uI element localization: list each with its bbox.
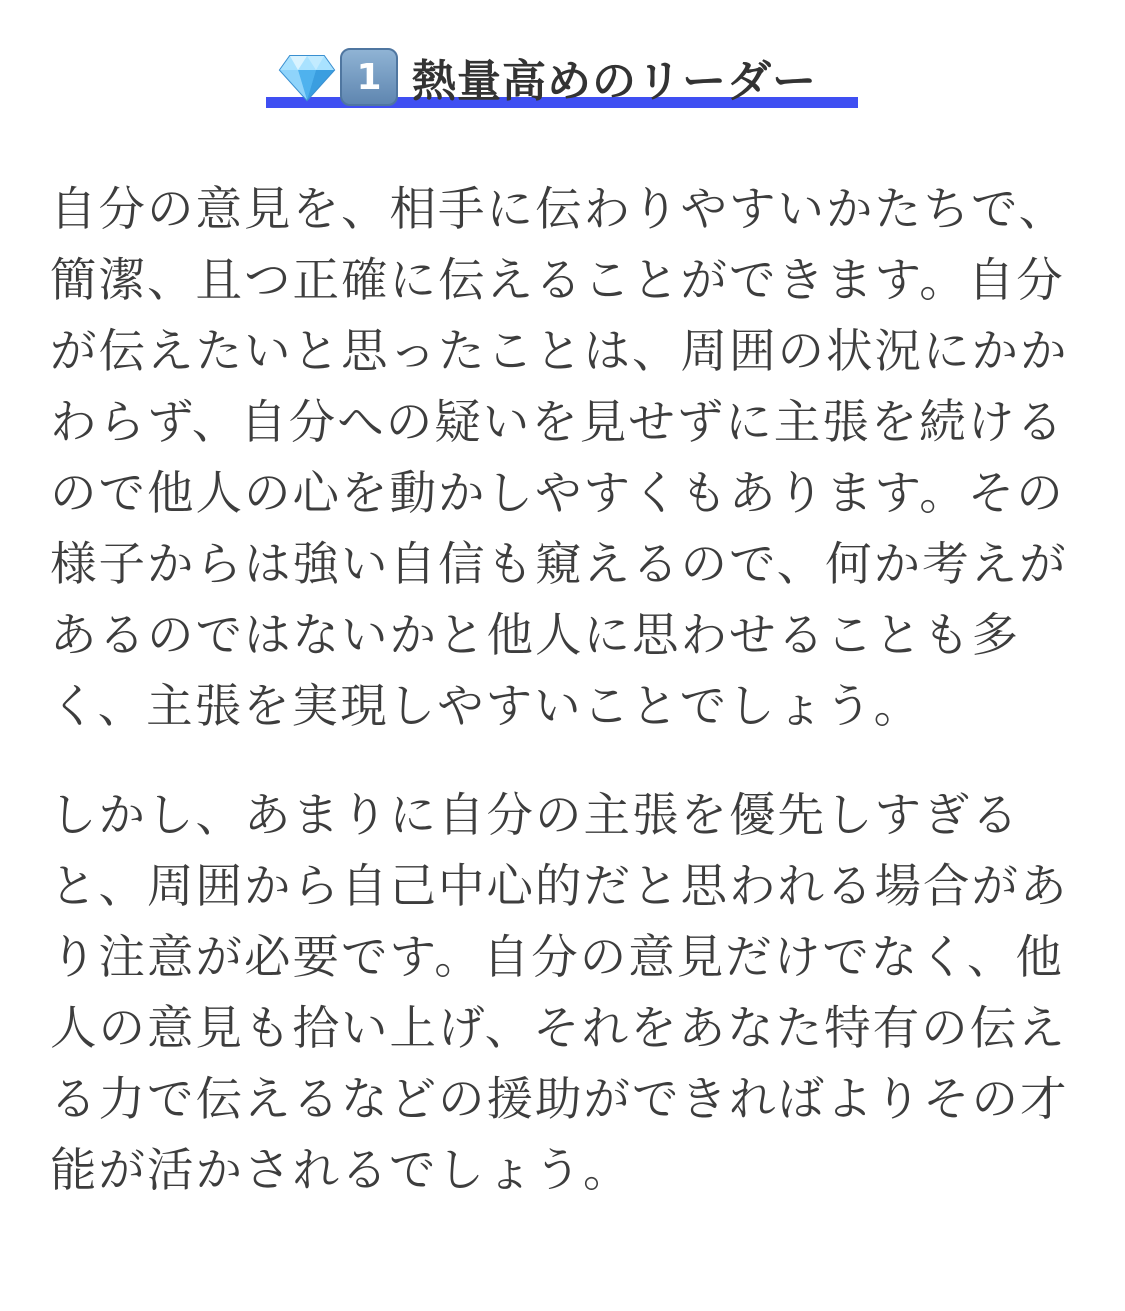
- gem-stone-icon: [278, 52, 336, 102]
- paragraph-line: 様子からは強い自信も窺えるので、何か考えが: [50, 537, 1068, 591]
- paragraph-line: しかし、あまりに自分の主張を優先しすぎる: [50, 788, 1020, 842]
- heading-title: 熱量高めのリーダー: [412, 56, 817, 107]
- paragraph-line: 能が活かされるでしょう。: [50, 1143, 632, 1197]
- heading-row: [278, 46, 817, 108]
- keycap-number-icon: [340, 48, 398, 106]
- paragraph-1: [50, 174, 1080, 742]
- paragraph-line: り注意が必要です。自分の意見だけでなく、他: [50, 930, 1064, 984]
- paragraph-line: あるのではないかと他人に思わせることも多: [50, 608, 1020, 662]
- paragraph-2: [50, 780, 1080, 1206]
- paragraph-line: と、周囲から自己中心的だと思われる場合があ: [50, 859, 1069, 913]
- paragraph-line: く、主張を実現しやすいことでしょう。: [50, 679, 923, 733]
- keycap-number: 1: [356, 56, 382, 98]
- paragraph-line: わらず、自分への疑いを見せずに主張を続ける: [50, 395, 1065, 449]
- paragraph-line: 自分の意見を、相手に伝わりやすいかたちで、: [50, 182, 1068, 236]
- paragraph-line: が伝えたいと思ったことは、周囲の状況にかか: [50, 324, 1069, 378]
- paragraph-line: る力で伝えるなどの援助ができればよりその才: [50, 1072, 1069, 1126]
- paragraph-line: 人の意見も拾い上げ、それをあなた特有の伝え: [50, 1001, 1067, 1055]
- paragraph-line: 簡潔、且つ正確に伝えることができます。自分: [50, 253, 1065, 307]
- section-heading: [266, 44, 858, 110]
- paragraph-line: ので他人の心を動かしやすくもあります。その: [50, 466, 1065, 520]
